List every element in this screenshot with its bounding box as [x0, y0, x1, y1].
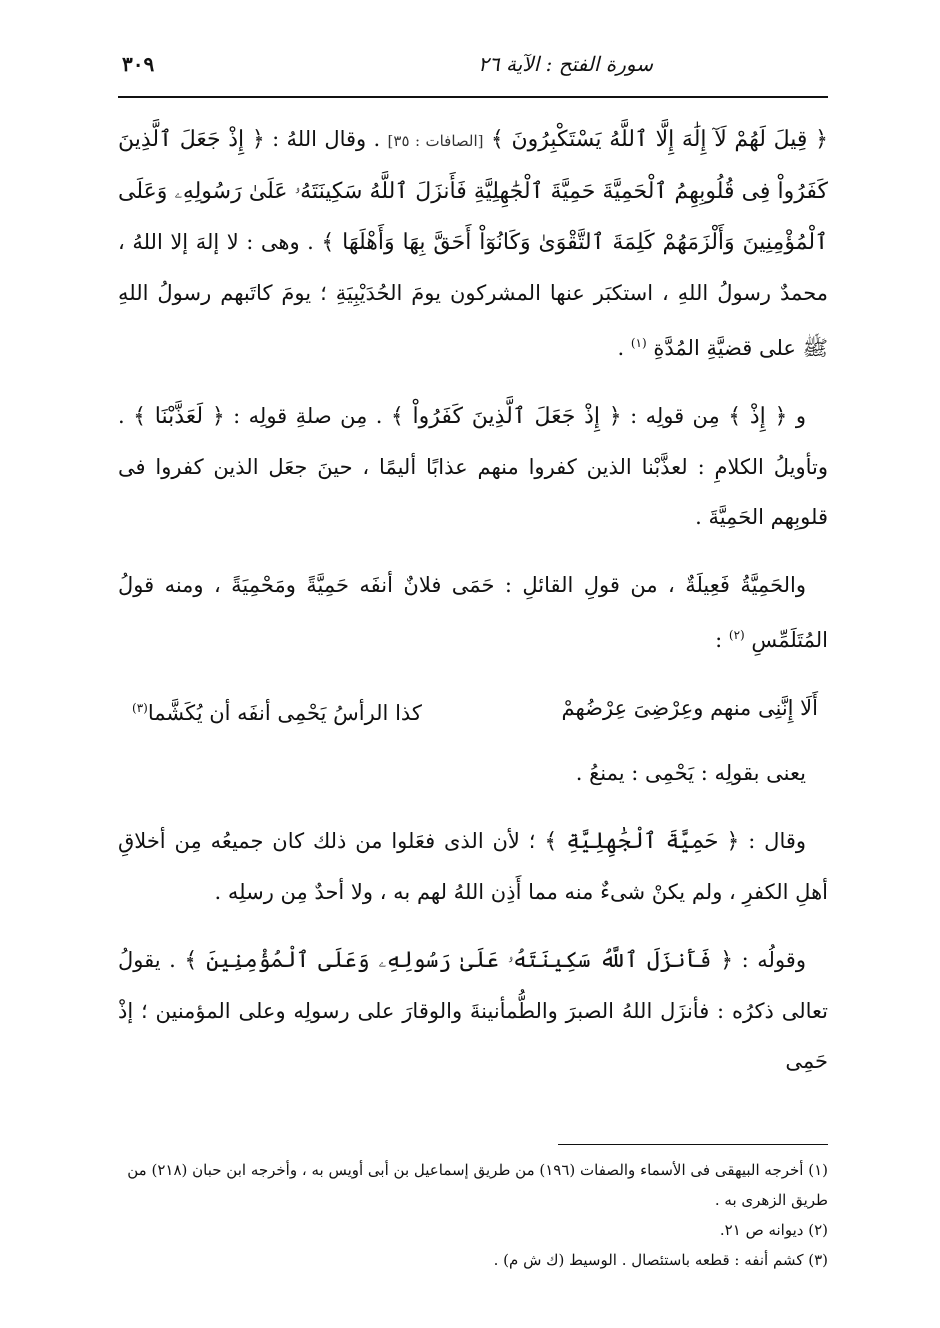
text-span: وقولُه : [733, 948, 806, 972]
verse-reference: [الصافات : ٣٥] [387, 132, 484, 150]
verse-first-hemistich: أَلَا إِنَّنِى منهم وعِرْضِىَ عِرْضُهمْ [561, 696, 818, 720]
text-span: والحَمِيَّةُ فَعِيلَةٌ ، من قولِ القائلِ : حَمَى فلانٌ أنفَه حَمِيَّةً ومَحْمِيَةً ، ومنه قولُ المُتَلَمِّسِ [118, 573, 828, 652]
quran-quote: ﴿ إِذْ جَعَلَ ٱلَّذِينَ كَفَرُواْ فِى قُلُوبِهِمُ ٱلْحَمِيَّةَ حَمِيَّةَ ٱلْجَٰهِلِيَّةِ فَأَنزَلَ ٱللَّهُ سَكِينَتَهُۥ عَلَىٰ رَسُولِهِۦ وَعَلَى ٱلْمُؤْمِنِينَ وَأَلْزَمَهُمْ كَلِمَةَ ٱلتَّقْوَىٰ وَكَانُوٓاْ أَحَقَّ بِهَا وَأَهْلَهَا ﴾ [118, 127, 828, 255]
text-span: : [715, 628, 723, 652]
main-text [118, 114, 828, 1086]
paragraph-6 [118, 935, 828, 1086]
text-span: كذا الرأسُ يَحْمِى أنفَه أن يُكَشَّما [147, 701, 422, 725]
footnote-ref-2[interactable]: (٢) [728, 628, 745, 642]
paragraph-4 [118, 748, 828, 798]
text-span: . وتأويلُ الكلامِ : لعذَّبْنا الذين كفروا منهم عذابًا أليمًا ، حينَ جعَل الذين كفروا فى قلوبِهم الحَمِيَّةَ . [118, 404, 828, 529]
paragraph-5 [118, 816, 828, 917]
page-header [118, 40, 828, 98]
text-span: و [787, 404, 806, 428]
footnotes-section [118, 1130, 828, 1275]
footnote-2: (٢) ديوانه ص ٢١. [719, 1221, 828, 1239]
text-span: . يقولُ تعالى ذكرُه : فأنزَل اللهُ الصبرَ والطُّمأنينةَ والوقارَ على رسولِه وعلى المؤمنين ؛ إذْ حَمِى [118, 948, 828, 1073]
quran-quote: ﴿ لَعَذَّبْنَا ﴾ [133, 404, 225, 429]
footnote-divider [558, 1144, 828, 1145]
quran-quote: ﴿ إِذْ ﴾ [728, 404, 788, 429]
text-span: . [617, 336, 625, 360]
quran-quote: ﴿ إِذْ جَعَلَ ٱلَّذِينَ كَفَرُواْ ﴾ [390, 404, 622, 429]
footnote-ref-3[interactable]: (٣) [132, 701, 148, 715]
text-span: . مِن صلةِ قولِه : [224, 404, 383, 428]
text-span: . وهى : لا إلهَ إلا اللهُ ، محمدٌ رسولُ اللهِ ، استكبَر عنها المشركون يومَ الحُدَيْبِيَةِ ؛ يومَ كاتَبهم رسولُ اللهِ ﷺ على قضيَّةِ المُدَّةِ [118, 230, 828, 360]
text-span: ؛ لأن الذى فعَلوا من ذلك كان جميعُه مِن أخلاقِ أهلِ الكفرِ ، ولم يكنْ شىءٌ منه مما أَذِن اللهُ لهم به ، ولا أحدٌ مِن رسلِه . [118, 829, 828, 904]
footnote-ref-1[interactable]: (١) [630, 336, 647, 350]
text-span: مِن قولِه : [621, 404, 720, 428]
page-number: ٣٠٩ [122, 52, 155, 76]
book-page [118, 40, 828, 1300]
paragraph-2 [118, 391, 828, 542]
running-title: سورة الفتح : الآية ٢٦ [478, 52, 653, 76]
paragraph-3 [118, 560, 828, 665]
text-span: . وقال اللهُ : [264, 127, 381, 151]
poetry-verse [118, 683, 828, 738]
quran-quote: ﴿ قِيلَ لَهُمْ لَآ إِلَٰهَ إِلَّا ٱللَّهُ يَسْتَكْبِرُونَ ﴾ [490, 127, 828, 152]
quran-quote: ﴿ حَمِيَّةَ ٱلْجَٰهِلِيَّةِ ﴾ [544, 829, 740, 854]
paragraph-1 [118, 114, 828, 373]
footnote-1: (١) أخرجه البيهقى فى الأسماء والصفات (١٩٦) من طريق إسماعيل بن أبى أويس به ، وأخرجه ابن حبان (٢١٨) من طريق الزهرى به . [127, 1161, 828, 1209]
verse-second-hemistich [132, 683, 422, 738]
text-span: يعنى بقولِه : يَحْمِى : يمنعُ . [575, 761, 806, 785]
footnote-3: (٣) كشم أنفه : قطعه باستئصال . الوسيط (ك ش م) . [493, 1251, 828, 1269]
text-span: وقال : [739, 829, 807, 853]
quran-quote: ﴿ فَأَنزَلَ ٱللَّهُ سَكِينَتَهُۥ عَلَىٰ رَسُولِهِۦ وَعَلَى ٱلْمُؤْمِنِينَ ﴾ [184, 948, 734, 973]
